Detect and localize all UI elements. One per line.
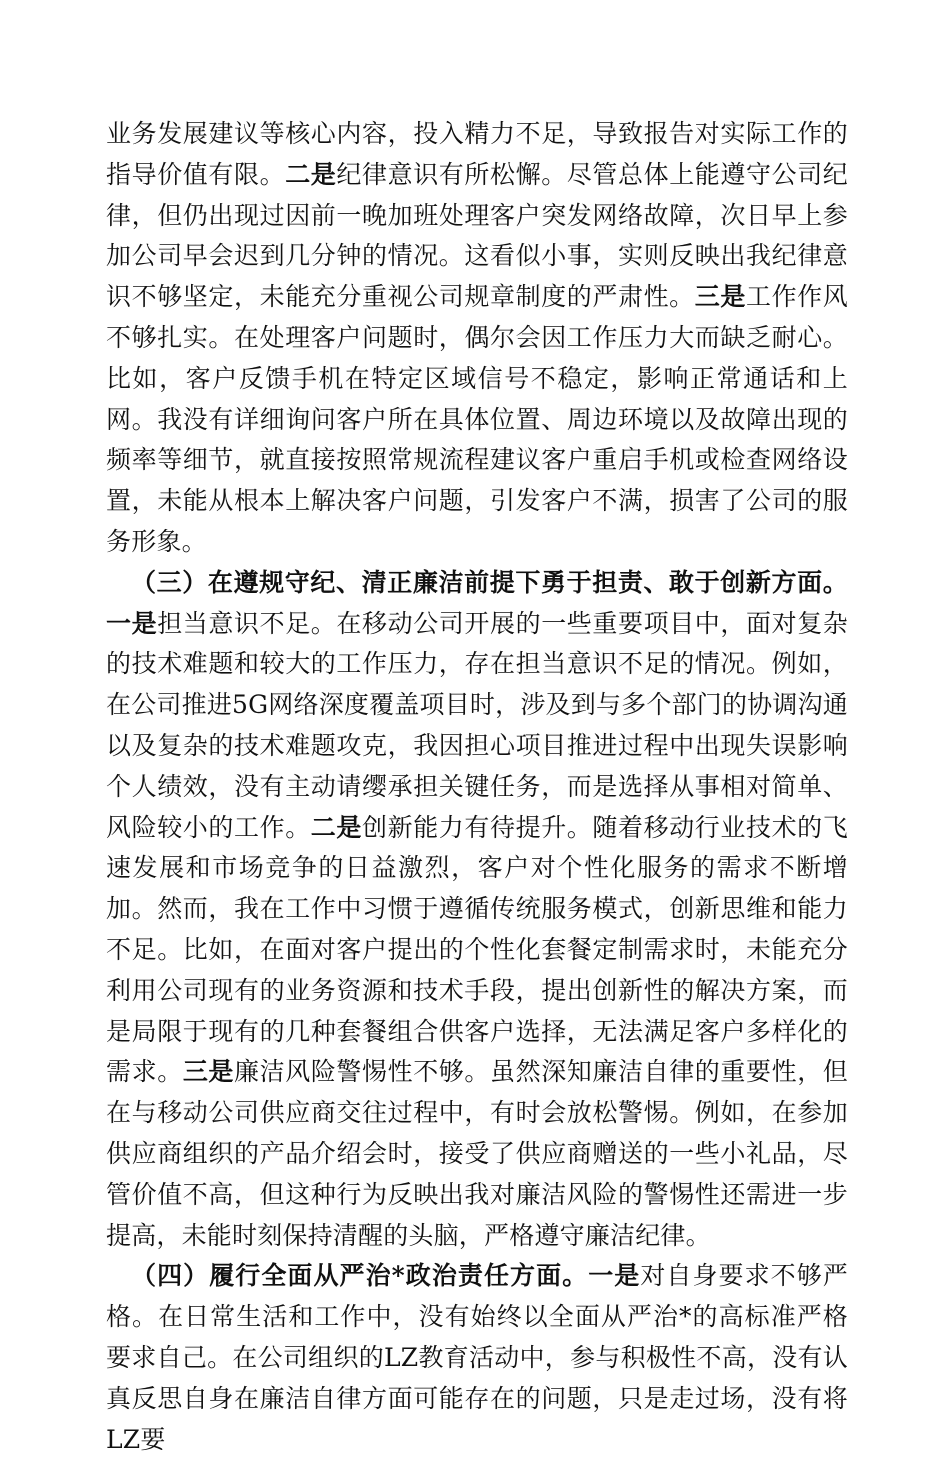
bold-run: 三是 — [182, 1057, 235, 1087]
text-run: 担当意识不足。在移动公司开展的一些重要项目中，面对复杂的技术难题和较大的工作压力，存在担当意识不足的情况。例如，在公司推进5G网络深度覆盖项目时，涉及到与多个部门的协调沟通以及复杂的技术难题攻克，我因担心项目推进过程中出现失误影响个人绩效，没有主动请缨承担关键任务，而是选择从事相对简单、风险较小的工作。 — [106, 608, 848, 842]
paragraph-section-four — [106, 1256, 848, 1460]
text-run: 纪律意识有所松懈。尽管总体上能遵守公司纪律，但仍出现过因前一晚加班处理客户突发网络故障，次日早上参加公司早会迟到几分钟的情况。这看似小事，实则反映出我纪律意识不够坚定，未能充分重视公司规章制度的严肃性。 — [106, 159, 848, 312]
paragraph-discipline-and-work-style — [106, 114, 848, 563]
text-run: 工作作风不够扎实。在处理客户问题时，偶尔会因工作压力大而缺乏耐心。比如，客户反馈手机在特定区域信号不稳定，影响正常通话和上网。我没有详细询问客户所在具体位置、周边环境以及故障出现的频率等细节，就直接按照常规流程建议客户重启手机或检查网络设置，未能从根本上解决客户问题，引发客户不满，损害了公司的服务形象。 — [106, 282, 848, 556]
bold-run: 三是 — [694, 282, 746, 312]
paragraph-section-three — [106, 563, 848, 1257]
bold-run: 二是 — [285, 159, 337, 189]
text-run: 对自身要求不够严格。在日常生活和工作中，没有始终以全面从严治*的高标准严格要求自己。在公司组织的LZ教育活动中，参与积极性不高，没有认真反思自身在廉洁自律方面可能存在的问题，只是走过场，没有将LZ要 — [106, 1261, 849, 1454]
text-run: 廉洁风险警惕性不够。虽然深知廉洁自律的重要性，但在与移动公司供应商交往过程中，有时会放松警惕。例如，在参加供应商组织的产品介绍会时，接受了供应商赠送的一些小礼品，尽管价值不高，但这种行为反映出我对廉洁风险的警惕性还需进一步提高，未能时刻保持清醒的头脑，严格遵守廉洁纪律。 — [106, 1057, 848, 1250]
bold-run: 二是 — [310, 812, 362, 842]
section-heading-three: （三）在遵规守纪、清正廉洁前提下勇于担责、敢于创新方面。一是 — [106, 567, 848, 638]
document-page — [106, 114, 848, 1460]
text-run: 业务发展建议等核心内容，投入精力不足，导致报告对实际工作的指导价值有限。 — [106, 119, 848, 189]
text-run: 创新能力有待提升。随着移动行业技术的飞速发展和市场竞争的日益激烈，客户对个性化服务的需求不断增加。然而，我在工作中习惯于遵循传统服务模式，创新思维和能力不足。比如，在面对客户提出的个性化套餐定制需求时，未能充分利用公司现有的业务资源和技术手段，提出创新性的解决方案，而是局限于现有的几种套餐组合供客户选择，无法满足客户多样化的需求。 — [106, 812, 848, 1087]
section-heading-four: （四）履行全面从严治*政治责任方面。一是 — [131, 1261, 641, 1291]
